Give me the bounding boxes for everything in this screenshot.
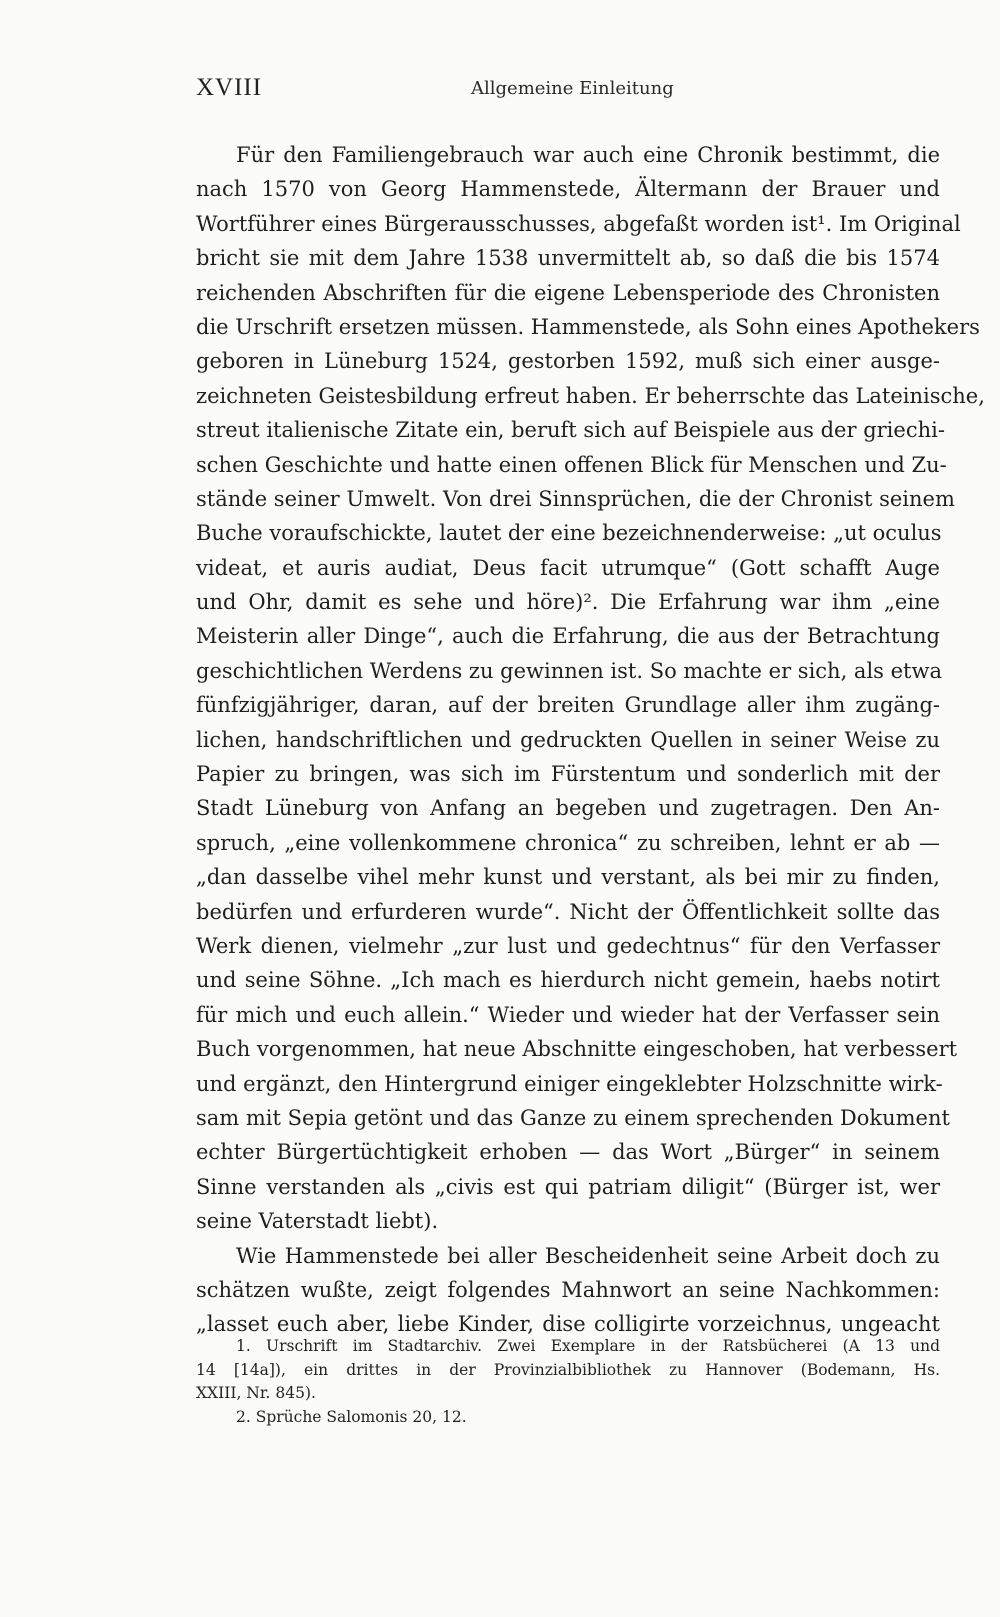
text-line: sam mit Sepia getönt und das Ganze zu einem sprechenden Dokument <box>196 1105 950 1130</box>
text-line: nach 1570 von Georg Hammenstede, Ältermann der Brauer und <box>196 177 940 202</box>
text-line: Stadt Lüneburg von Anfang an begeben und zugetragen. Den An- <box>196 796 940 821</box>
text-line: Sinne verstanden als „civis est qui patriam diligit“ (Bürger ist, wer <box>196 1174 940 1199</box>
text-line: und seine Söhne. „Ich mach es hierdurch nicht gemein, haebs notirt <box>196 968 940 993</box>
text-line: bricht sie mit dem Jahre 1538 unvermittelt ab, so daß die bis 1574 <box>196 246 940 271</box>
text-line: fünfzigjähriger, daran, auf der breiten Grundlage aller ihm zugäng- <box>196 693 940 718</box>
text-line: Meisterin aller Dinge“, auch die Erfahrung, die aus der Betrachtung <box>196 624 940 649</box>
text-line: geboren in Lüneburg 1524, gestorben 1592, muß sich einer ausge- <box>196 349 940 374</box>
text-line: Buche voraufschickte, lautet der eine bezeichnenderweise: „ut oculus <box>196 521 942 546</box>
page-number: XVIII <box>196 74 263 101</box>
running-head: Allgemeine Einleitung <box>471 78 674 99</box>
text-line: spruch, „eine vollenkommene chronica“ zu schreiben, lehnt er ab — <box>196 830 940 855</box>
text-line: und ergänzt, den Hintergrund einiger eingeklebter Holzschnitte wirk- <box>196 1071 943 1096</box>
text-line: „dan dasselbe vihel mehr kunst und verstant, als bei mir zu finden, <box>196 865 940 890</box>
text-line: Werk dienen, vielmehr „zur lust und gedechtnus“ für den Verfasser <box>196 933 940 958</box>
text-line: schätzen wußte, zeigt folgendes Mahnwort an seine Nachkommen: <box>196 1277 940 1302</box>
body-text <box>196 138 985 1342</box>
text-line: Für den Familiengebrauch war auch eine Chronik bestimmt, die <box>236 143 940 167</box>
footnote-line: 14 [14a]), ein drittes in der Provinzialbibliothek zu Hannover (Bodemann, Hs. <box>196 1360 940 1379</box>
footnote-line: XXIII, Nr. 845). <box>196 1384 316 1402</box>
text-line: Buch vorgenommen, hat neue Abschnitte eingeschoben, hat verbessert <box>196 1037 958 1062</box>
text-line: bedürfen und erfurderen wurde“. Nicht der Öffentlichkeit sollte das <box>196 899 940 924</box>
page-header <box>196 74 940 114</box>
text-line: lichen, handschriftlichen und gedruckten Quellen in seiner Weise zu <box>196 727 940 752</box>
text-line: schen Geschichte und hatte einen offenen Blick für Menschen und Zu- <box>196 452 947 477</box>
text-line: für mich und euch allein.“ Wieder und wieder hat der Verfasser sein <box>196 1002 940 1027</box>
text-line: „lasset euch aber, liebe Kinder, dise colligirte vorzeichnus, ungeacht <box>196 1312 940 1337</box>
text-line: reichenden Abschriften für die eigene Lebensperiode des Chronisten <box>196 280 940 305</box>
text-line: Papier zu bringen, was sich im Fürstentum und sonderlich mit der <box>196 762 940 787</box>
text-line: Wortführer eines Bürgerausschusses, abgefaßt worden ist¹. Im Original <box>196 211 961 236</box>
text-line: zeichneten Geistesbildung erfreut haben. Er beherrschte das Lateinische, <box>196 383 985 408</box>
text-line: stände seiner Umwelt. Von drei Sinnsprüchen, die der Chronist seinem <box>196 486 955 511</box>
footnote-line: 2. Sprüche Salomonis 20, 12. <box>236 1407 467 1426</box>
text-line: seine Vaterstadt liebt). <box>196 1209 439 1234</box>
footnotes <box>196 1335 940 1429</box>
text-line: streut italienische Zitate ein, beruft sich auf Beispiele aus der griechi- <box>196 418 945 443</box>
text-line: Wie Hammenstede bei aller Bescheidenheit seine Arbeit doch zu <box>236 1243 940 1268</box>
text-line: echter Bürgertüchtigkeit erhoben — das Wort „Bürger“ in seinem <box>196 1140 940 1165</box>
footnote-line: 1. Urschrift im Stadtarchiv. Zwei Exemplare in der Ratsbücherei (A 13 und <box>236 1337 940 1355</box>
text-line: videat, et auris audiat, Deus facit utrumque“ (Gott schafft Auge <box>196 555 940 580</box>
text-line: die Urschrift ersetzen müssen. Hammenstede, als Sohn eines Apothekers <box>196 314 980 339</box>
text-line: und Ohr, damit es sehe und höre)². Die Erfahrung war ihm „eine <box>196 590 940 615</box>
text-line: geschichtlichen Werdens zu gewinnen ist. So machte er sich, als etwa <box>196 658 942 683</box>
